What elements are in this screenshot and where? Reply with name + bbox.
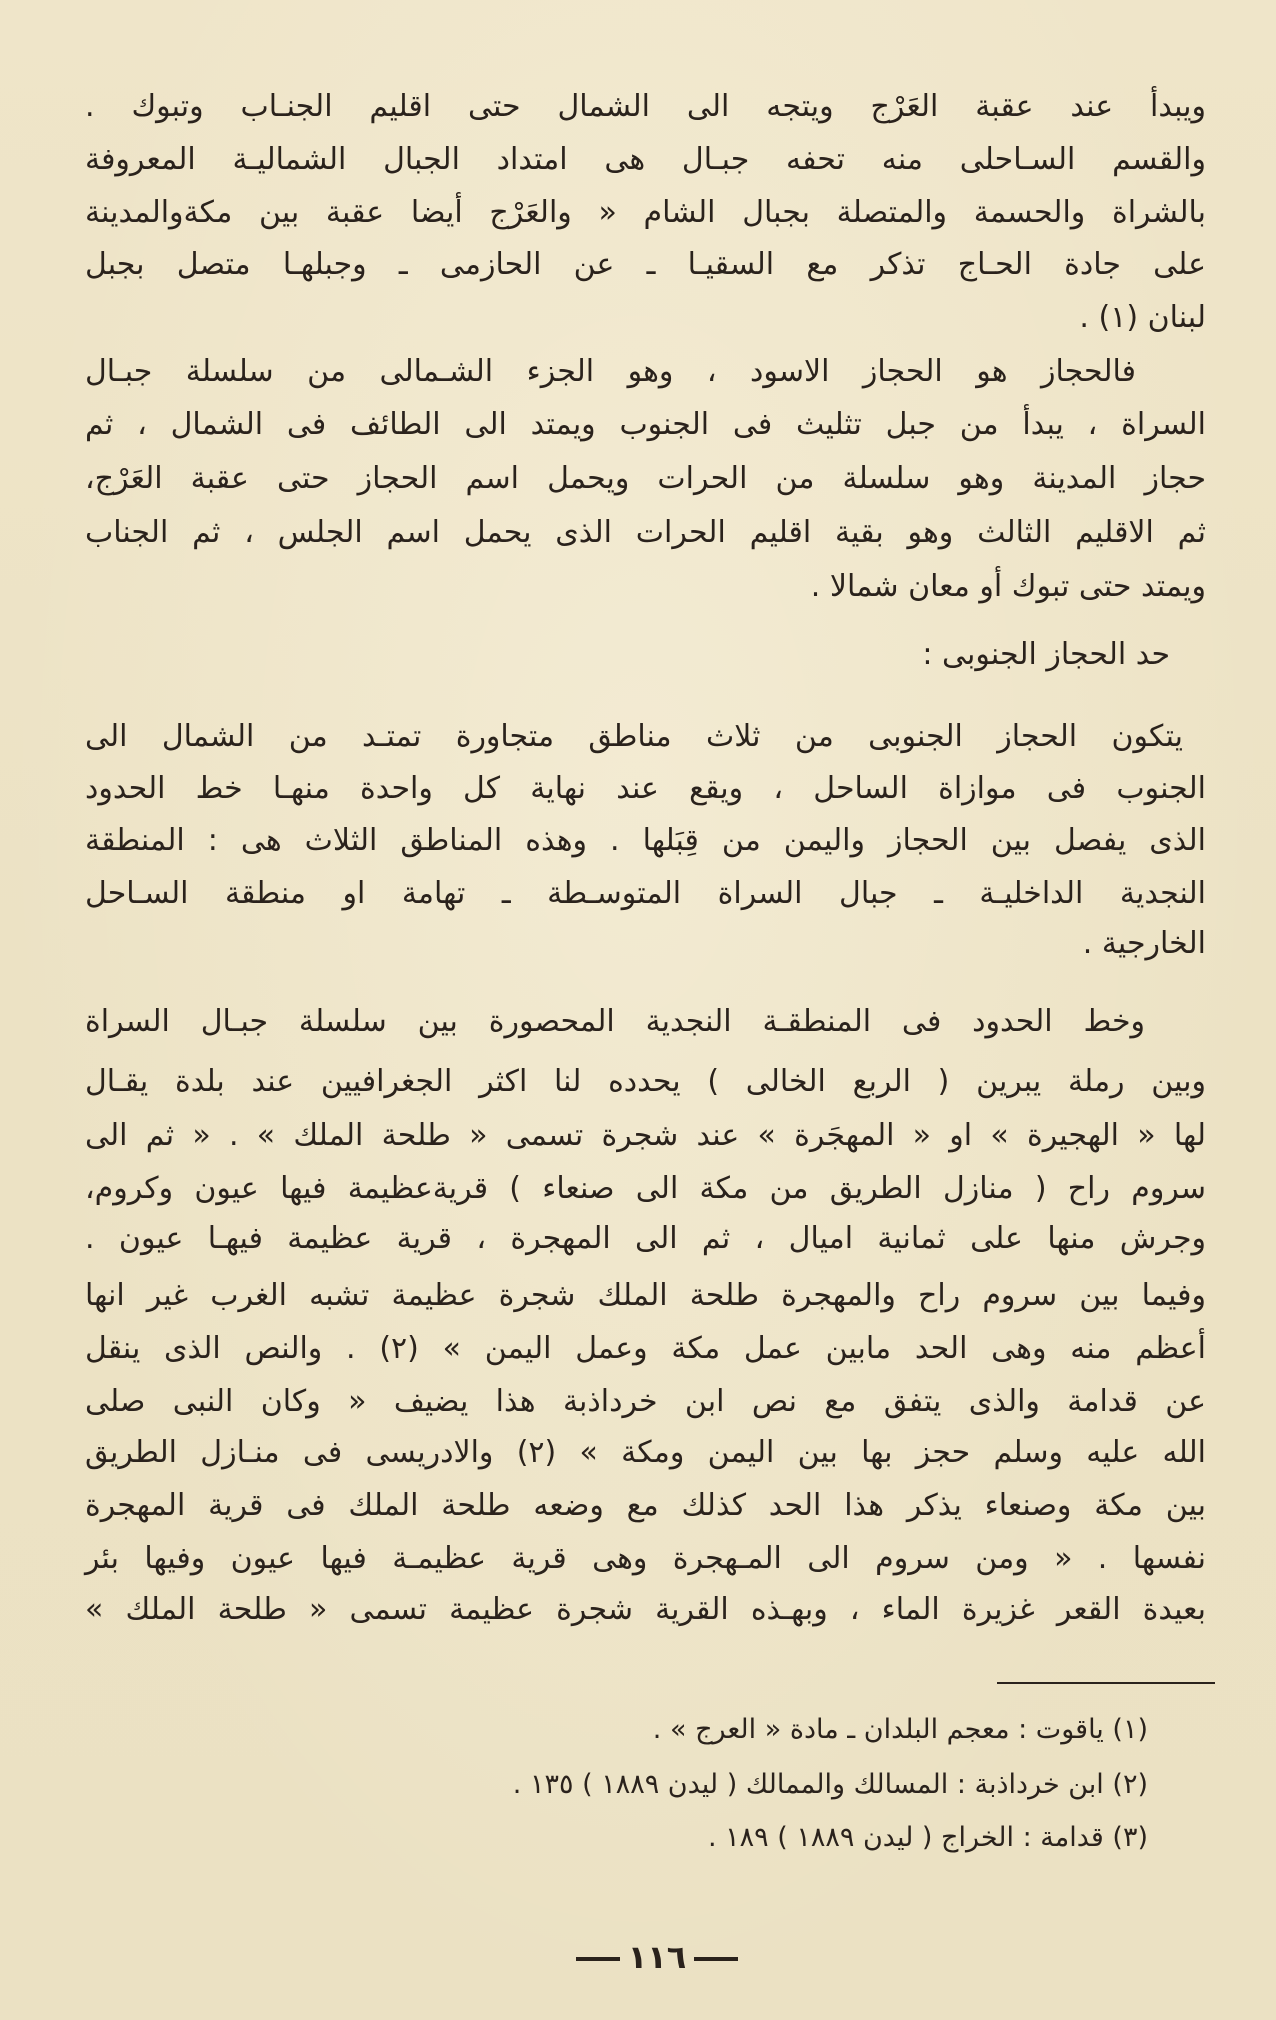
text-line: النجدية الداخليـة ـ جبال السراة المتوسـطة ـ تهامة او منطقة السـاحل — [85, 876, 1206, 911]
text-line: الجنوب فى موازاة الساحل ، ويقع عند نهاية كل واحدة منهـا خط الحدود — [85, 771, 1206, 806]
text-line: وفيما بين سروم راح والمهجرة طلحة الملك شجرة عظيمة تشبه الغرب غير انها — [85, 1278, 1206, 1313]
text-line: ثم الاقليم الثالث وهو بقية اقليم الحرات الذى يحمل اسم الجلس ، ثم الجناب — [85, 515, 1206, 550]
footnote-separator — [997, 1682, 1215, 1684]
text-line: الله عليه وسلم حجز بها بين اليمن ومكة » (٢) والادريسى فى منـازل الطريق — [85, 1435, 1206, 1470]
text-line: وبين رملة يبرين ( الربع الخالى ) يحدده لنا اكثر الجغرافيين عند بلدة يقـال — [85, 1064, 1206, 1099]
page-number-value: ١١٦ — [627, 1938, 687, 1976]
text-line: السراة ، يبدأ من جبل تثليث فى الجنوب ويمتد الى الطائف فى الشمال ، ثم — [85, 407, 1206, 442]
text-line: ويبدأ عند عقبة العَرْج ويتجه الى الشمال حتى اقليم الجنـاب وتبوك . — [85, 89, 1206, 124]
text-line: لها « الهجيرة » او « المهجَرة » عند شجرة تسمى « طلحة الملك » . « ثم الى — [85, 1118, 1206, 1153]
text-line: بين مكة وصنعاء يذكر هذا الحد كذلك مع وضعه طلحة الملك فى قرية المهجرة — [85, 1488, 1206, 1523]
page-number — [557, 1935, 757, 1979]
text-line: لبنان (١) . — [1079, 300, 1206, 335]
text-line: الذى يفصل بين الحجاز واليمن من قِبَلها . وهذه المناطق الثلاث هى : المنطقة — [85, 823, 1206, 858]
text-line: عن قدامة والذى يتفق مع نص ابن خرداذبة هذا يضيف « وكان النبى صلى — [85, 1384, 1206, 1419]
text-line: على جادة الحـاج تذكر مع السقيـا ـ عن الحازمى ـ وجبلهـا متصل بجبل — [85, 247, 1206, 282]
text-line: نفسها . « ومن سروم الى المـهجرة وهى قرية عظيمـة فيها عيون وفيها بئر — [85, 1541, 1206, 1576]
text-line: أعظم منه وهى الحد مابين عمل مكة وعمل اليمن » (٢) . والنص الذى ينقل — [85, 1331, 1207, 1366]
footnote-2: (٢) ابن خرداذبة : المسالك والممالك ( ليدن ١٨٨٩ ) ١٣٥ . — [512, 1769, 1148, 1800]
footnote-1: (١) ياقوت : معجم البلدان ـ مادة « العرج » . — [652, 1714, 1148, 1745]
text-line: والقسم السـاحلى منه تحفه جبـال هى امتداد الجبال الشماليـة المعروفة — [85, 142, 1206, 177]
text-line: ويمتد حتى تبوك أو معان شمالا . — [810, 569, 1206, 604]
footnote-3: (٣) قدامة : الخراج ( ليدن ١٨٨٩ ) ١٨٩ . — [707, 1822, 1148, 1853]
text-line: بالشراة والحسمة والمتصلة بجبال الشام « والعَرْج أيضا عقبة بين مكةوالمدينة — [85, 195, 1206, 230]
section-heading: حد الحجاز الجنوبى : — [922, 637, 1170, 672]
text-line: حجاز المدينة وهو سلسلة من الحرات ويحمل اسم الحجاز حتى عقبة العَرْج، — [85, 461, 1206, 496]
dash-right — [576, 1957, 620, 1961]
text-line: سروم راح ( منازل الطريق من مكة الى صنعاء ) قريةعظيمة فيها عيون وكروم، — [85, 1171, 1206, 1206]
text-line: الخارجية . — [1082, 926, 1206, 961]
text-line: يتكون الحجاز الجنوبى من ثلاث مناطق متجاورة تمتـد من الشمال الى — [85, 719, 1183, 754]
text-line: وجرش منها على ثمانية اميال ، ثم الى المهجرة ، قرية عظيمة فيهـا عيون . — [85, 1221, 1206, 1256]
dash-left — [694, 1957, 738, 1961]
text-line: بعيدة القعر غزيرة الماء ، وبهـذه القرية شجرة عظيمة تسمى « طلحة الملك » — [85, 1592, 1206, 1627]
text-line: وخط الحدود فى المنطقـة النجدية المحصورة بين سلسلة جبـال السراة — [85, 1004, 1145, 1039]
text-line: فالحجاز هو الحجاز الاسود ، وهو الجزء الشـمالى من سلسلة جبـال — [85, 354, 1136, 389]
